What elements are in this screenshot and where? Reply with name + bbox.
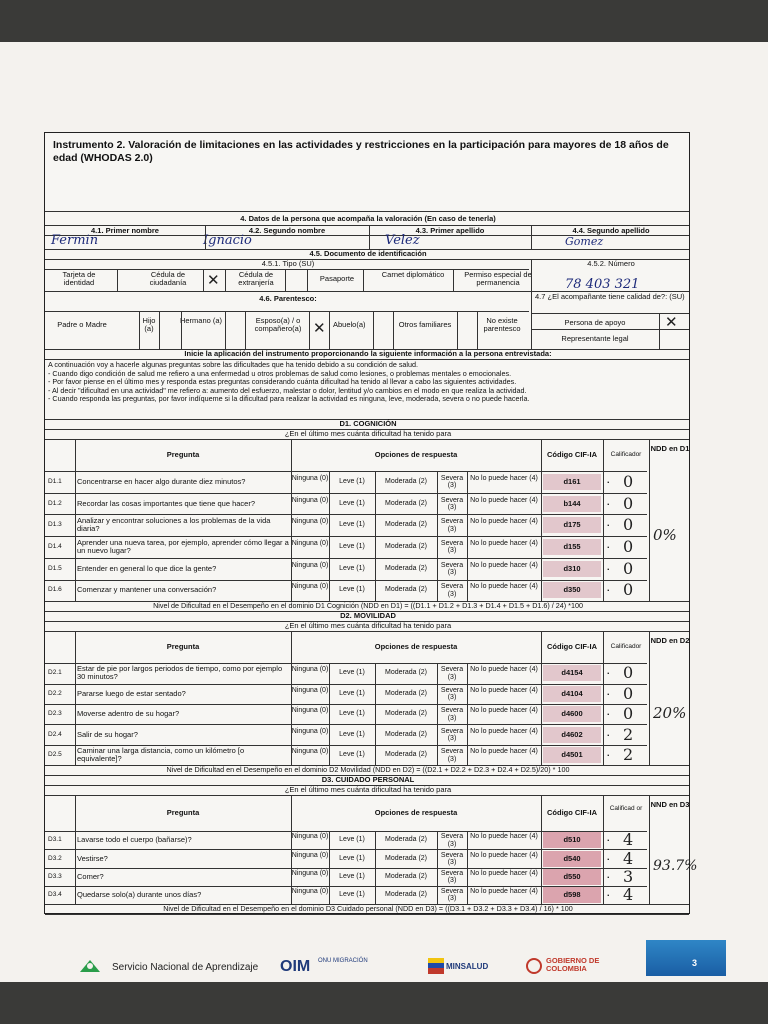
option-ninguna[interactable]: Ninguna (0) [291, 727, 329, 735]
option-leve[interactable]: Leve (1) [339, 499, 365, 507]
calificador-value[interactable]: 4 [623, 848, 634, 868]
calificador-value[interactable]: 0 [623, 558, 634, 578]
option-ninguna[interactable]: Ninguna (0) [291, 518, 329, 526]
tipo-tarjeta: Tarjeta de identidad [62, 270, 96, 287]
row-number: D1.2 [48, 499, 62, 507]
option-ninguna[interactable]: Ninguna (0) [291, 561, 329, 569]
calificador-value[interactable]: 0 [623, 580, 634, 600]
option-ninguna[interactable]: Ninguna (0) [291, 474, 329, 482]
option-ninguna[interactable]: Ninguna (0) [291, 583, 329, 591]
cif-code: d175 [543, 517, 601, 533]
cif-code: d350 [543, 582, 601, 598]
option-ninguna[interactable]: Ninguna (0) [291, 707, 329, 715]
d1-formula: Nivel de Dificultad en el Desempeño en el dominio D1 Cognición (NDD en D1) = ((D1.1 + D1.2 + D1.3 + D1.4 + D1.5 + D1.6) / 24) *100 [153, 601, 583, 611]
option-moderada[interactable]: Moderada (2) [384, 730, 428, 738]
option-severa[interactable]: Severa (3) [440, 686, 464, 702]
whodas-form [44, 132, 698, 914]
header-pregunta: Pregunta [166, 808, 200, 818]
mark-x-persona-apoyo[interactable]: ✕ [665, 313, 678, 331]
row-number: D1.1 [48, 477, 62, 485]
calificador-dot: . [607, 496, 610, 507]
header-opciones: Opciones de respuesta [374, 450, 458, 459]
d2-formula: Nivel de Dificultad en el Desempeño en el dominio D2 Movilidad (NDD en D2) = ((D2.1 + D2.2 + D2.3 + D2.4 + D2.5)/20) * 100 [166, 765, 570, 775]
option-moderada[interactable]: Moderada (2) [384, 477, 428, 485]
option-severa[interactable]: Severa (3) [440, 851, 464, 866]
intro-line: - Cuando responda las preguntas, por favor indíqueme si la dificultad para realizar la actividad es ninguna, leve, moderada, severa o no puede hacerla. [48, 394, 530, 404]
d3-title: D3. CUIDADO PERSONAL [321, 775, 415, 785]
footer-oim-sub: ONU MIGRACIÓN [318, 958, 368, 964]
option-no-puede[interactable]: No lo puede hacer (4) [470, 851, 538, 859]
d3-subtitle: ¿En el último mes cuánta dificultad ha tenido para [284, 785, 452, 795]
option-ninguna[interactable]: Ninguna (0) [291, 851, 329, 859]
cif-code: d4600 [543, 706, 601, 722]
apoyo-persona: Persona de apoyo [564, 318, 626, 327]
option-moderada[interactable]: Moderada (2) [384, 854, 428, 862]
option-severa[interactable]: Severa (3) [440, 727, 464, 743]
doc-title: 4.5. Documento de identificación [309, 249, 427, 258]
calificador-value[interactable]: 0 [623, 515, 634, 535]
mark-x-esposo[interactable]: ✕ [313, 319, 326, 337]
footer-gobierno: GOBIERNO DE COLOMBIA [546, 956, 600, 973]
option-moderada[interactable]: Moderada (2) [384, 890, 428, 898]
row-number: D3.3 [48, 872, 62, 880]
option-no-puede[interactable]: No lo puede hacer (4) [470, 727, 538, 735]
row-question: Estar de pie por largos periodos de tiempo, como por ejemplo 30 minutos? [77, 664, 283, 682]
option-leve[interactable]: Leve (1) [339, 730, 365, 738]
row-number: D2.4 [48, 730, 62, 738]
calificador-dot: . [607, 833, 610, 844]
option-severa[interactable]: Severa (3) [440, 748, 464, 763]
page-number: 3 [692, 958, 698, 968]
header-calificador: Calificador [610, 451, 642, 458]
option-severa[interactable]: Severa (3) [440, 583, 464, 598]
footer-sena: Servicio Nacional de Aprendizaje [112, 962, 259, 973]
option-no-puede[interactable]: No lo puede hacer (4) [470, 686, 538, 694]
value-segundo-nombre[interactable]: Ignacio [203, 233, 252, 248]
option-no-puede[interactable]: No lo puede hacer (4) [470, 748, 538, 755]
cif-code: b144 [543, 496, 601, 512]
form-title: Instrumento 2. Valoración de limitaciones en las actividades y restricciones en la participación para mayores de 18 años de edad (WHODAS 2.0) [53, 139, 669, 164]
row-question: Comenzar y mantener una conversación? [77, 585, 217, 595]
sena-icon [78, 956, 102, 976]
option-ninguna[interactable]: Ninguna (0) [291, 833, 329, 841]
page-number-bar [646, 940, 726, 976]
intro-line: - Al decir "dificultad en una actividad" me refiero a: aumento del esfuerzo, malestar o dolor, lentitud y/o cambios en el modo en que realiza la actividad. [48, 385, 527, 395]
option-ninguna[interactable]: Ninguna (0) [291, 748, 329, 755]
row-number: D3.4 [48, 890, 62, 898]
tipo-label: 4.5.1. Tipo (SU) [261, 259, 315, 268]
sena-logo [78, 956, 102, 978]
value-primer-nombre[interactable]: Fermin [51, 233, 99, 248]
calificador-value[interactable]: 4 [623, 830, 634, 850]
row-number: D1.4 [48, 542, 62, 550]
cif-code: d4154 [543, 665, 601, 681]
label-segundo-apellido: 4.4. Segundo apellido [572, 226, 650, 235]
header-pregunta: Pregunta [166, 642, 200, 652]
row-question: Caminar una larga distancia, como un kilómetro [o equivalente]? [77, 746, 245, 763]
row-number: D1.3 [48, 521, 62, 529]
calificador-value[interactable]: 2 [623, 724, 634, 744]
option-severa[interactable]: Severa (3) [440, 869, 464, 885]
calificador-value[interactable]: 0 [623, 471, 634, 491]
d1-ndd-label: NDD en D1 [650, 444, 690, 453]
intro-text [48, 361, 688, 404]
label-primer-apellido: 4.3. Primer apellido [415, 226, 485, 235]
option-leve[interactable]: Leve (1) [339, 669, 365, 677]
calificador-dot: . [607, 518, 610, 529]
row-question: Recordar las cosas importantes que tiene que hacer? [77, 498, 256, 508]
cif-code: d161 [543, 474, 601, 490]
option-severa[interactable]: Severa (3) [440, 887, 464, 903]
option-severa[interactable]: Severa (3) [440, 666, 464, 681]
option-moderada[interactable]: Moderada (2) [384, 586, 428, 594]
d3-ndd-label: NND en D3 [650, 800, 690, 810]
d2-title: D2. MOVILIDAD [340, 611, 396, 621]
option-severa[interactable]: Severa (3) [440, 539, 464, 555]
option-severa[interactable]: Severa (3) [440, 518, 464, 533]
option-ninguna[interactable]: Ninguna (0) [291, 496, 329, 504]
row-question: Vestirse? [77, 853, 108, 863]
option-no-puede[interactable]: No lo puede hacer (4) [470, 833, 538, 841]
option-no-puede[interactable]: No lo puede hacer (4) [470, 496, 538, 504]
option-moderada[interactable]: Moderada (2) [384, 710, 428, 718]
option-moderada[interactable]: Moderada (2) [384, 689, 428, 697]
option-moderada[interactable]: Moderada (2) [384, 521, 428, 529]
d2-ndd-label: NDD en D2 [650, 636, 690, 646]
intro-line: - Cuando digo condición de salud me refiero a una enfermedad u otros problemas de salud como lesiones, o problemas mentales o emocionales. [48, 368, 512, 378]
calificador-dot: . [607, 583, 610, 594]
option-severa[interactable]: Severa (3) [440, 561, 464, 577]
calificador-value[interactable]: 0 [623, 704, 634, 724]
option-no-puede[interactable]: No lo puede hacer (4) [470, 707, 538, 715]
option-no-puede[interactable]: No lo puede hacer (4) [470, 666, 538, 674]
option-moderada[interactable]: Moderada (2) [384, 836, 428, 844]
row-question: Salir de su hogar? [77, 729, 138, 739]
d1-ndd-value[interactable]: 0% [653, 526, 677, 545]
option-moderada[interactable]: Moderada (2) [384, 669, 428, 677]
option-no-puede[interactable]: No lo puede hacer (4) [470, 887, 538, 895]
option-ninguna[interactable]: Ninguna (0) [291, 686, 329, 694]
option-leve[interactable]: Leve (1) [339, 564, 365, 572]
intro-heading: Inicie la aplicación del instrumento proporcionando la siguiente información a la persona entrevistada: [184, 349, 552, 358]
option-ninguna[interactable]: Ninguna (0) [291, 887, 329, 895]
option-moderada[interactable]: Moderada (2) [384, 872, 428, 880]
section4-title: 4. Datos de la persona que acompaña la valoración (En caso de tenerla) [240, 214, 496, 223]
cif-code: d4602 [543, 727, 601, 743]
row-question: Concentrarse en hacer algo durante diez minutos? [77, 476, 246, 486]
row-number: D2.2 [48, 689, 62, 697]
option-leve[interactable]: Leve (1) [339, 751, 365, 758]
option-leve[interactable]: Leve (1) [339, 542, 365, 550]
cif-code: d310 [543, 561, 601, 577]
cif-code: d540 [543, 851, 601, 867]
header-codigo: Código CIF-IA [547, 808, 597, 818]
row-number: D2.3 [48, 710, 62, 718]
option-moderada[interactable]: Moderada (2) [384, 499, 428, 507]
value-numero[interactable]: 78 403 321 [565, 277, 640, 292]
row-number: D1.6 [48, 586, 62, 594]
d2-ndd-value[interactable]: 20% [653, 704, 687, 723]
row-number: D1.5 [48, 564, 62, 572]
cif-code: d4104 [543, 686, 601, 702]
par-hijo: Hijo (a) [142, 316, 156, 333]
option-severa[interactable]: Severa (3) [440, 474, 464, 490]
header-opciones: Opciones de respuesta [374, 642, 458, 652]
option-no-puede[interactable]: No lo puede hacer (4) [470, 474, 538, 482]
apoyo-title: 4.7 ¿El acompañante tiene calidad de?: (SU) [535, 292, 685, 301]
row-question: Pararse luego de estar sentado? [77, 688, 186, 698]
option-leve[interactable]: Leve (1) [339, 854, 365, 862]
cif-code: d598 [543, 887, 601, 903]
option-moderada[interactable]: Moderada (2) [384, 564, 428, 572]
calificador-value[interactable]: 0 [623, 663, 634, 683]
label-segundo-nombre: 4.2. Segundo nombre [248, 226, 326, 235]
option-ninguna[interactable]: Ninguna (0) [291, 869, 329, 877]
row-question: Quedarse solo(a) durante unos días? [77, 889, 202, 899]
calificador-dot: . [607, 727, 610, 738]
calificador-value[interactable]: 4 [623, 884, 634, 904]
calificador-dot: . [607, 666, 610, 677]
d3-formula: Nivel de Dificultad en el Desempeño en el dominio D3 Cuidado personal (NDD en D3) = ((D3.1 + D3.2 + D3.3 + D3.4) / 16) * 100 [163, 904, 573, 913]
row-question: Analizar y encontrar soluciones a los problemas de la vida diaria? [77, 516, 271, 534]
calificador-dot: . [607, 748, 610, 758]
gobierno-icon [526, 958, 542, 980]
option-leve[interactable]: Leve (1) [339, 521, 365, 529]
par-otros: Otros familiares [398, 320, 452, 329]
row-question: Moverse adentro de su hogar? [77, 709, 180, 719]
row-number: D3.1 [48, 836, 62, 844]
row-question: Entender en general lo que dice la gente? [77, 563, 217, 573]
row-number: D2.5 [48, 751, 62, 758]
row-question: Aprender una nueva tarea, por ejemplo, aprender cómo llegar a un nuevo lugar? [77, 537, 289, 555]
calificador-dot: . [607, 869, 610, 880]
calificador-value[interactable]: 0 [623, 683, 634, 703]
row-question: Comer? [77, 871, 104, 881]
value-primer-apellido[interactable]: Velez [385, 233, 420, 248]
calificador-dot: . [607, 851, 610, 862]
cif-code: d510 [543, 832, 601, 848]
label-primer-nombre: 4.1. Primer nombre [91, 226, 159, 235]
option-no-puede[interactable]: No lo puede hacer (4) [470, 539, 538, 547]
option-no-puede[interactable]: No lo puede hacer (4) [470, 583, 538, 591]
calificador-dot: . [607, 707, 610, 718]
par-abuelo: Abuelo(a) [333, 320, 366, 329]
apoyo-representante: Representante legal [561, 334, 629, 343]
calificador-dot: . [607, 561, 610, 572]
header-calificador: Calificador [610, 643, 642, 651]
footer-minsalud: MINSALUD [446, 962, 489, 971]
option-severa[interactable]: Severa (3) [440, 707, 464, 722]
calificador-dot: . [607, 887, 610, 898]
option-severa[interactable]: Severa (3) [440, 496, 464, 512]
par-padre: Padre o Madre [57, 320, 107, 329]
option-moderada[interactable]: Moderada (2) [384, 751, 428, 758]
tipo-carnet: Carnet diplomático [381, 270, 445, 279]
row-question: Lavarse todo el cuerpo (bañarse)? [77, 835, 192, 845]
option-no-puede[interactable]: No lo puede hacer (4) [470, 518, 538, 526]
tipo-cedula: Cédula de ciudadanía [149, 270, 187, 287]
header-codigo: Código CIF-IA [547, 642, 597, 652]
cif-code: d4501 [543, 747, 601, 763]
option-severa[interactable]: Severa (3) [440, 833, 464, 848]
calificador-dot: . [607, 686, 610, 697]
d2-subtitle: ¿En el último mes cuánta dificultad ha tenido para [284, 621, 452, 631]
tipo-permiso: Permiso especial de permanencia [464, 270, 532, 287]
intro-line: - Por favor piense en el último mes y responda estas preguntas considerando cuánta dificultad ha tenido al llevar a cabo las siguientes actividades. [48, 377, 517, 387]
par-hermano: Hermano (a) [179, 316, 223, 325]
calificador-value[interactable]: 3 [623, 866, 634, 886]
calificador-value[interactable]: 0 [623, 493, 634, 513]
mark-x-cedula[interactable]: ✕ [207, 271, 220, 289]
option-leve[interactable]: Leve (1) [339, 586, 365, 594]
calificador-value[interactable]: 0 [623, 536, 634, 556]
option-leve[interactable]: Leve (1) [339, 890, 365, 898]
calificador-dot: . [607, 539, 610, 550]
row-number: D3.2 [48, 854, 62, 862]
header-calificador: Calificad or [609, 805, 643, 813]
header-codigo: Código CIF-IA [547, 450, 597, 459]
d3-ndd-value[interactable]: 93.7% [653, 857, 698, 874]
cif-code: d550 [543, 869, 601, 885]
tipo-pasaporte: Pasaporte [319, 274, 355, 283]
option-ninguna[interactable]: Ninguna (0) [291, 666, 329, 674]
row-number: D2.1 [48, 669, 62, 677]
header-opciones: Opciones de respuesta [374, 808, 458, 818]
numero-label: 4.5.2. Número [587, 259, 635, 268]
option-leve[interactable]: Leve (1) [339, 689, 365, 697]
option-leve[interactable]: Leve (1) [339, 710, 365, 718]
option-no-puede[interactable]: No lo puede hacer (4) [470, 869, 538, 877]
option-moderada[interactable]: Moderada (2) [384, 542, 428, 550]
parentesco-title: 4.6. Parentesco: [259, 294, 317, 303]
par-esposo: Esposo(a) / o compañero(a) [254, 316, 302, 333]
tipo-extranjeria: Cédula de extranjería [238, 270, 274, 287]
d1-title: D1. COGNICIÓN [339, 419, 397, 428]
calificador-value[interactable]: 2 [623, 745, 634, 764]
header-pregunta: Pregunta [166, 450, 200, 459]
option-ninguna[interactable]: Ninguna (0) [291, 539, 329, 547]
option-leve[interactable]: Leve (1) [339, 872, 365, 880]
d1-subtitle: ¿En el último mes cuánta dificultad ha tenido para [284, 429, 452, 438]
cif-code: d155 [543, 539, 601, 555]
minsalud-icon [428, 958, 444, 980]
calificador-dot: . [607, 474, 610, 485]
intro-line: A continuación voy a hacerle algunas preguntas sobre las dificultades que ha tenido debido a su condición de salud. [48, 360, 419, 369]
value-segundo-apellido[interactable]: Gomez [565, 235, 604, 248]
option-leve[interactable]: Leve (1) [339, 836, 365, 844]
option-leve[interactable]: Leve (1) [339, 477, 365, 485]
footer-oim: OIM [280, 958, 311, 975]
option-no-puede[interactable]: No lo puede hacer (4) [470, 561, 538, 569]
par-no-existe: No existe parentesco [483, 316, 521, 333]
